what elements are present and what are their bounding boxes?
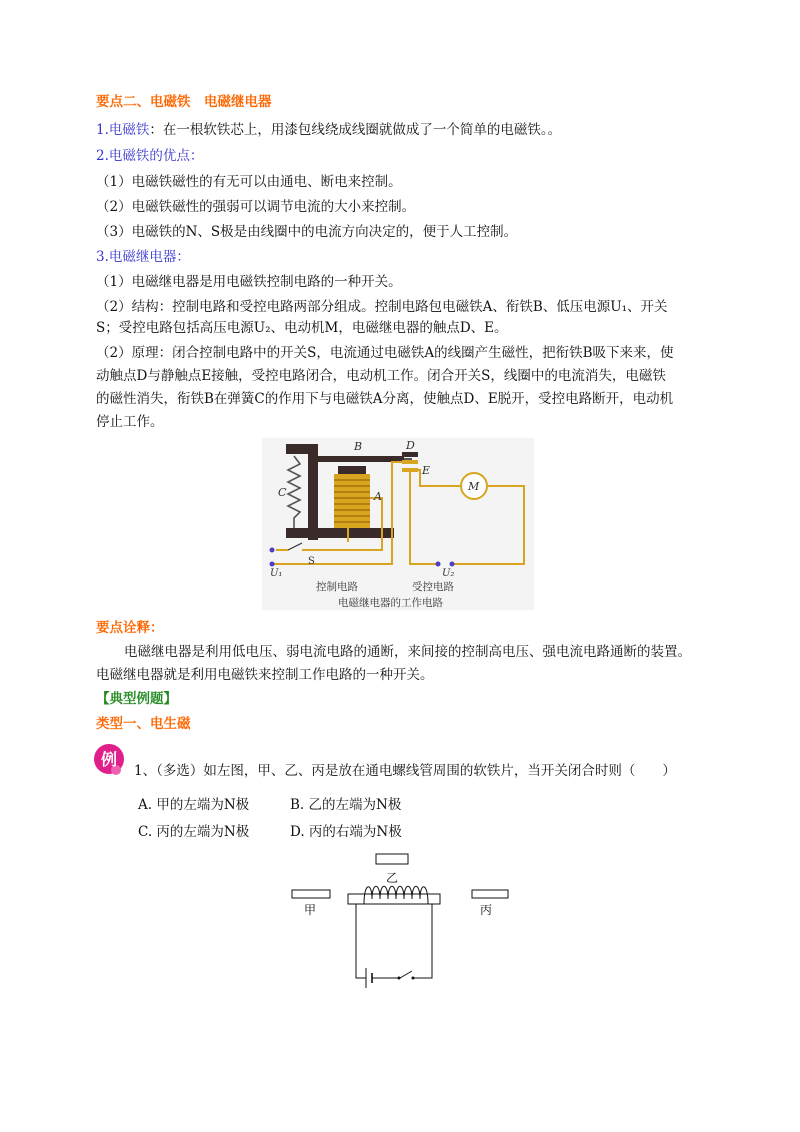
type1-heading: 类型一、电生磁 [96, 716, 191, 732]
section-heading: 要点二、电磁铁 电磁继电器 [96, 94, 272, 110]
label-e: E [422, 464, 431, 477]
example-badge-icon [92, 742, 126, 776]
option-a: A. 甲的左端为N极 [138, 797, 250, 813]
relay-label: 3.电磁继电器： [96, 249, 190, 265]
label-control-circuit: 控制电路 [316, 581, 358, 593]
relay-line-3: S；受控电路包括高压电源U₂、电动机M，电磁继电器的触点D、E。 [96, 320, 508, 336]
label-d: D [406, 439, 415, 452]
relay-line-1: （1）电磁继电器是用电磁铁控制电路的一种开关。 [96, 274, 402, 290]
electromagnet-text: ：在一根软铁芯上，用漆包线绕成线圈就做成了一个简单的电磁铁。。 [149, 122, 562, 138]
label-u1: U₁ [270, 568, 283, 579]
badge-text: 例 [101, 750, 118, 769]
label-c: C [278, 486, 287, 499]
advantage-item-1: （1）电磁铁磁性的有无可以由通电、断电来控制。 [96, 174, 402, 190]
note-heading: 要点诠释： [96, 620, 164, 636]
label-jia: 甲 [304, 903, 317, 917]
label-a: A [374, 490, 382, 503]
advantage-item-2: （2）电磁铁磁性的强弱可以调节电流的大小来控制。 [96, 199, 416, 215]
option-b: B. 乙的左端为N极 [290, 797, 402, 813]
relay-circuit-diagram [262, 438, 534, 610]
note-line-2: 电磁继电器就是利用电磁铁来控制工作电路的一种开关。 [96, 667, 434, 683]
label-b: B [354, 440, 363, 453]
relay-line-7: 停止工作。 [96, 414, 164, 430]
advantages-label: 2.电磁铁的优点： [96, 148, 204, 164]
option-d: D. 丙的右端为N极 [290, 824, 402, 840]
relay-line-4: （2）原理：闭合控制电路中的开关S，电流通过电磁铁A的线圈产生磁性，把衔铁B吸下来来，使 [96, 345, 674, 361]
electromagnet-label: 1.电磁铁 [96, 122, 150, 138]
examples-heading: 【典型例题】 [96, 691, 177, 707]
note-line-1: 电磁继电器是利用低电压、弱电流电路的通断，来间接的控制高电压、强电流电路通断的装置。 [124, 644, 691, 660]
label-u2: U₂ [442, 568, 455, 579]
label-controlled-circuit: 受控电路 [412, 581, 454, 593]
diagram-caption: 电磁继电器的工作电路 [338, 597, 443, 609]
relay-diagram-svg [262, 438, 534, 610]
solenoid-diagram [290, 852, 512, 994]
relay-line-2: （2）结构：控制电路和受控电路两部分组成。控制电路包电磁铁A、衔铁B、低压电源U₁、开关 [96, 299, 668, 315]
label-yi: 乙 [386, 871, 399, 885]
option-c: C. 丙的左端为N极 [138, 824, 250, 840]
advantage-item-3: （3）电磁铁的N、S极是由线圈中的电流方向决定的，便于人工控制。 [96, 224, 518, 240]
relay-line-5: 动触点D与静触点E接触，受控电路闭合，电动机工作。闭合开关S，线圈中的电流消失，电磁铁 [96, 368, 666, 384]
label-bing: 丙 [480, 903, 493, 917]
label-s: S [308, 556, 315, 567]
label-m: M [468, 480, 480, 493]
paragraph-electromagnet [96, 120, 561, 140]
question-text: 1、（多选）如左图，甲、乙、丙是放在通电螺线管周围的软铁片，当开关闭合时则（ ） [134, 763, 676, 779]
relay-line-6: 的磁性消失，衔铁B在弹簧C的作用下与电磁铁A分离，使触点D、E脱开，受控电路断开，电动机 [96, 391, 674, 407]
